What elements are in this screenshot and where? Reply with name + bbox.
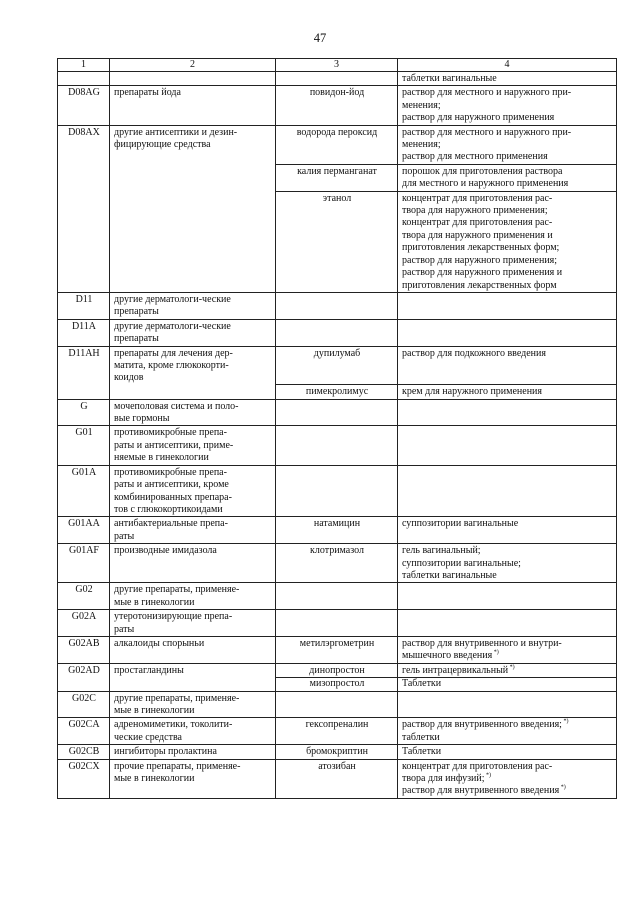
atc-code-cell: D11AH [58, 346, 110, 385]
inn-cell: бромокриптин [276, 745, 398, 759]
dosage-form-cell: гель интрацервикальный *) Таблетки [398, 663, 617, 691]
atc-code-cell [58, 72, 110, 86]
table-row [58, 663, 617, 691]
column-header: 3 [276, 59, 398, 72]
atc-code-cell: G02CA [58, 718, 110, 745]
group-name-cell: ингибиторы пролактина [110, 745, 276, 759]
inn-cell [276, 610, 398, 637]
dosage-form-cell: таблетки вагинальные [398, 72, 617, 86]
dosage-form-cell [398, 399, 617, 426]
table-row [58, 691, 617, 718]
group-name-cell: производные имидазола [110, 544, 276, 583]
footnote-mark: *) [508, 664, 515, 671]
table-row [58, 72, 617, 86]
atc-code-cell [58, 164, 110, 191]
atc-code-cell: G01 [58, 426, 110, 465]
table-row [58, 759, 617, 798]
atc-code-cell: G02 [58, 583, 110, 610]
group-name-cell: другие препараты, применяе- мые в гинекологии [110, 583, 276, 610]
dosage-form-cell: концентрат для приготовления рас- твора для наружного применения; концентрат для приготовления рас- твора для наружного применения и приготовления лекарственных форм; раствор для наружного применения; раствор для наружного применения и приготовления лекарственных форм [398, 191, 617, 292]
group-name-cell [110, 385, 276, 399]
inn-cell: натамицин [276, 517, 398, 544]
table-row [58, 191, 617, 292]
table-row [58, 544, 617, 583]
table-row [58, 346, 617, 385]
atc-code-cell: G [58, 399, 110, 426]
table-row [58, 517, 617, 544]
footnote-mark: *) [559, 785, 566, 792]
inn-cell: гексопреналин [276, 718, 398, 745]
dosage-form-cell: раствор для внутривенного и внутри- мышечного введения *) [398, 636, 617, 663]
group-name-cell [110, 164, 276, 191]
group-name-cell: антибактериальные препа- раты [110, 517, 276, 544]
dosage-form-cell [398, 319, 617, 346]
dosage-form-cell: раствор для местного и наружного при- менения; раствор для наружного применения [398, 86, 617, 125]
table-row [58, 319, 617, 346]
header-row [58, 59, 617, 72]
group-name-cell: другие препараты, применяе- мые в гинекологии [110, 691, 276, 718]
drug-table [57, 58, 617, 799]
group-name-cell: утеротонизирующие препа- раты [110, 610, 276, 637]
atc-code-cell: G01A [58, 465, 110, 517]
inn-cell: этанол [276, 191, 398, 292]
group-name-cell: противомикробные препа- раты и антисептики, приме- няемые в гинекологии [110, 426, 276, 465]
table-row [58, 636, 617, 663]
dosage-form-cell: порошок для приготовления раствора для местного и наружного применения [398, 164, 617, 191]
atc-code-cell: G02A [58, 610, 110, 637]
table-row [58, 465, 617, 517]
atc-code-cell: G02C [58, 691, 110, 718]
atc-code-cell: G02CB [58, 745, 110, 759]
page-number: 47 [313, 31, 327, 45]
group-name-cell: мочеполовая система и поло- вые гормоны [110, 399, 276, 426]
dosage-form-cell [398, 426, 617, 465]
group-name-cell: другие дерматологи-ческие препараты [110, 319, 276, 346]
inn-cell: клотримазол [276, 544, 398, 583]
atc-code-cell: G02AB [58, 636, 110, 663]
table-row [58, 610, 617, 637]
table-row [58, 385, 617, 399]
group-name-cell [110, 72, 276, 86]
column-header: 2 [110, 59, 276, 72]
atc-code-cell: G01AA [58, 517, 110, 544]
dosage-form-cell: раствор для подкожного введения [398, 346, 617, 385]
column-header: 4 [398, 59, 617, 72]
dosage-form-cell: гель вагинальный; суппозитории вагинальные; таблетки вагинальные [398, 544, 617, 583]
atc-code-cell: D08AG [58, 86, 110, 125]
atc-code-cell: G02AD [58, 663, 110, 691]
inn-cell [276, 583, 398, 610]
atc-code-cell: G02CX [58, 759, 110, 798]
inn-cell: динопростон мизопростол [276, 663, 398, 691]
table-row [58, 745, 617, 759]
table-row [58, 399, 617, 426]
group-name-cell: препараты для лечения дер- матита, кроме глюкокорти- коидов [110, 346, 276, 385]
group-name-cell: адреномиметики, токолити- ческие средства [110, 718, 276, 745]
atc-code-cell: D11 [58, 292, 110, 319]
table-row [58, 125, 617, 164]
atc-code-cell: D11A [58, 319, 110, 346]
dosage-form-cell: концентрат для приготовления рас- твора для инфузий; *) раствор для внутривенного введения *) [398, 759, 617, 798]
dosage-form-cell [398, 583, 617, 610]
group-name-cell [110, 191, 276, 292]
inn-cell: метилэргометрин [276, 636, 398, 663]
dosage-form-cell [398, 292, 617, 319]
group-name-cell: другие дерматологи-ческие препараты [110, 292, 276, 319]
dosage-form-cell: суппозитории вагинальные [398, 517, 617, 544]
group-name-cell: другие антисептики и дезин- фицирующие средства [110, 125, 276, 164]
footnote-mark: *) [561, 719, 569, 726]
inn-cell [276, 292, 398, 319]
group-name-cell: препараты йода [110, 86, 276, 125]
table-row [58, 718, 617, 745]
inn-cell: дупилумаб [276, 346, 398, 385]
atc-code-cell [58, 191, 110, 292]
inn-cell [276, 426, 398, 465]
table-row [58, 164, 617, 191]
inn-cell [276, 319, 398, 346]
group-name-cell: простагландины [110, 663, 276, 691]
table-row [58, 86, 617, 125]
inn-cell: пимекролимус [276, 385, 398, 399]
group-name-cell: алкалоиды спорыньи [110, 636, 276, 663]
column-header: 1 [58, 59, 110, 72]
group-name-cell: прочие препараты, применяе- мые в гинекологии [110, 759, 276, 798]
inn-cell: повидон-йод [276, 86, 398, 125]
dosage-form-cell [398, 610, 617, 637]
dosage-form-cell [398, 465, 617, 517]
inn-cell: калия перманганат [276, 164, 398, 191]
dosage-form-cell: крем для наружного применения [398, 385, 617, 399]
atc-code-cell: D08AX [58, 125, 110, 164]
atc-code-cell: G01AF [58, 544, 110, 583]
table-row [58, 583, 617, 610]
inn-cell: водорода пероксид [276, 125, 398, 164]
dosage-form-cell [398, 691, 617, 718]
inn-cell [276, 72, 398, 86]
table-row [58, 426, 617, 465]
footnote-mark: *) [484, 772, 492, 779]
inn-cell [276, 465, 398, 517]
inn-cell: атозибан [276, 759, 398, 798]
dosage-form-cell: раствор для местного и наружного при- менения; раствор для местного применения [398, 125, 617, 164]
atc-code-cell [58, 385, 110, 399]
dosage-form-cell: Таблетки [398, 745, 617, 759]
table-row [58, 292, 617, 319]
inn-cell [276, 691, 398, 718]
footnote-mark: *) [492, 650, 499, 657]
dosage-form-cell: раствор для внутривенного введения; *) таблетки [398, 718, 617, 745]
inn-cell [276, 399, 398, 426]
group-name-cell: противомикробные препа- раты и антисептики, кроме комбинированных препара- тов с глюкокортикоидами [110, 465, 276, 517]
